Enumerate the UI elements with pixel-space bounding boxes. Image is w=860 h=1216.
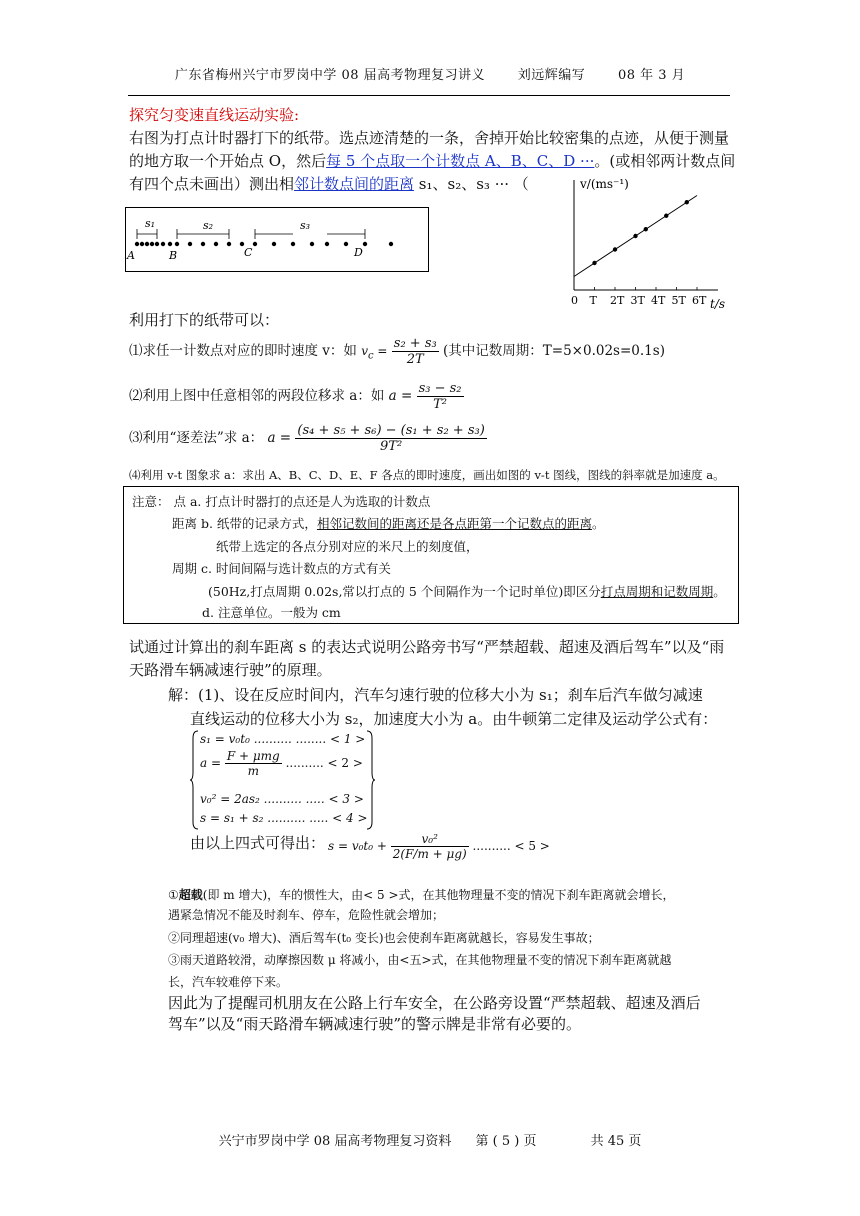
use3-fraction: $\frac{\text{(s₄ + s₅ + s₆) − (s₁ + s₂ + s₃)}}{\text{9T²}}$ <box>297 423 485 454</box>
eq-5: s = v₀t₀ + $\frac{\text{v₀²}}{2(F/m + \mu g)}$ .......... < 5 > <box>328 832 550 861</box>
note-line-4: 周期 c. 时间间隔与选计数点的方式有关 <box>172 561 391 576</box>
vt-tick-label: T <box>589 294 597 307</box>
tape-dot <box>253 242 257 246</box>
tape-dot <box>344 242 348 246</box>
use1-fraction: $\frac{\text{s₂ + s₃}}{2T}$ <box>393 336 437 367</box>
header-date: 08 年 3 月 <box>617 68 686 83</box>
conclusion-line-2: 驾车”以及“雨天路滑车辆减速行驶”的警示牌是非常有必要的。 <box>168 1015 582 1033</box>
eq-3: v₀² = 2as₂ .......... ..... < 3 > <box>200 792 364 806</box>
header-rule <box>128 95 730 96</box>
derive-text: 由以上四式可得出： <box>190 834 326 852</box>
tape-dot <box>201 242 205 246</box>
point-2: ②同理超速(v₀ 增大)、酒后驾车(t₀ 变长)也会使刹车距离就越长，容易发生事故； <box>168 931 600 945</box>
solution-line-1: 解：(1)、设在反应时间内，汽车匀速行驶的位移大小为 s₁；刹车后汽车做匀减速 <box>168 686 703 704</box>
question-line-1: 试通过计算出的刹车距离 s 的表达式说明公路旁书写“严禁超载、超速及酒后驾车”以及“雨 <box>129 638 725 656</box>
intro-line-2: 的地方取一个开始点 O，然后每 5 个点取一个计数点 A、B、C、D ···。(或相邻两计数点间 <box>129 152 736 170</box>
use2-fraction: $\frac{\text{s₃ − s₂}}{\text{T²}}$ <box>418 381 462 412</box>
tape-dot <box>363 242 367 246</box>
use-3: ⑶利用“逐差法”求 a： a = $\frac{\text{(s₄ + s₅ + s₆) − (s₁ + s₂ + s₃)}}{\text{9T²}}$ <box>129 423 485 454</box>
vt-tick-label: 5T <box>671 294 686 307</box>
note-line-5: (50Hz,打点周期 0.02s,常以打点的 5 个间隔作为一个记时单位)即区分打点周期和记数周期。 <box>208 584 726 599</box>
eq-4: s = s₁ + s₂ .......... ..... < 4 > <box>200 811 368 825</box>
intro-line-1: 右图为打点计时器打下的纸带。选点迹清楚的一条，舍掉开始比较密集的点迹，从便于测量 <box>129 129 730 147</box>
use-4: ⑷利用 v-t 图象求 a：求出 A、B、C、D、E、F 各点的即时速度，画出如图的 v-t 图线，图线的斜率就是加速度 a。 <box>129 468 725 482</box>
tape-dot <box>168 242 172 246</box>
point-a-label: A <box>127 249 135 262</box>
note-line-2: 距离 b. 纸带的记录方式，相邻记数间的距离还是各点距第一个记数点的距离。 <box>172 516 605 531</box>
vt-point <box>664 214 668 218</box>
eq-1: s₁ = v₀t₀ .......... ........ < 1 > <box>200 732 366 746</box>
point-3: ③雨天道路较滑，动摩擦因数 μ 将减小，由<五>式，在其他物理量不变的情况下刹车距离就越 <box>168 953 672 967</box>
tape-dot <box>310 242 314 246</box>
vt-graph <box>560 172 730 312</box>
counting-point-link[interactable]: 每 5 个点取一个计数点 A、B、C、D ··· <box>326 152 595 170</box>
tape-dot <box>150 242 154 246</box>
vt-tick-label: 0 <box>571 294 578 307</box>
page-footer <box>0 1130 860 1149</box>
tape-dot <box>214 242 218 246</box>
adjacent-distance-link[interactable]: 邻计数点间的距离 <box>294 175 415 193</box>
tape-dot <box>272 242 276 246</box>
s2-label: s₂ <box>203 219 214 232</box>
vt-tick-label: 3T <box>630 294 645 307</box>
point-3-cont: 长，汽车较难停下来。 <box>168 975 289 989</box>
point-1: ①超载(即 m 增大)，车的惯性大，由< 5 >式，在其他物理量不变的情况下刹车距离就会增长， <box>168 888 675 902</box>
footer-page: 第 ( 5 ) 页 <box>475 1134 537 1149</box>
note-line-3: 纸带上选定的各点分别对应的米尺上的刻度值， <box>216 539 479 554</box>
header-school: 广东省梅州兴宁市罗岗中学 08 届高考物理复习讲义 <box>174 68 486 83</box>
note-line-6: d. 注意单位。一般为 cm <box>202 605 341 620</box>
use-1: ⑴求任一计数点对应的即时速度 v：如 $v_c$ = $\frac{\text{s₂ + s₃}}{2T}$ (其中记数周期：T=5×0.02s=0.1s) <box>129 336 665 367</box>
tape-dot <box>145 242 149 246</box>
vt-point <box>592 261 596 265</box>
tape-dot <box>155 242 159 246</box>
vt-point <box>685 200 689 204</box>
vt-tick-label: 4T <box>651 294 666 307</box>
vt-point <box>613 247 617 251</box>
paper-tape-figure <box>125 207 430 273</box>
left-brace <box>190 730 200 830</box>
footer-left: 兴宁市罗岗中学 08 届高考物理复习资料 <box>218 1134 452 1149</box>
equation-system <box>190 730 375 830</box>
point-d-label: D <box>354 246 363 259</box>
s3-label: s₃ <box>300 219 311 232</box>
s1-label: s₁ <box>145 217 156 230</box>
note-line-1: 注意： 点 a. 打点计时器打的点还是人为选取的计数点 <box>132 494 431 509</box>
tape-dot <box>389 242 393 246</box>
tape-dot <box>175 242 179 246</box>
vt-tick-label: 6T <box>692 294 707 307</box>
vt-point <box>633 234 637 238</box>
conclusion-line-1: 因此为了提醒司机朋友在公路上行车安全，在公路旁设置“严禁超载、超速及酒后 <box>168 994 701 1012</box>
tape-dot <box>291 242 295 246</box>
notes-box <box>123 486 739 624</box>
tape-dot <box>161 242 165 246</box>
question-line-2: 天路滑车辆减速行驶”的原理。 <box>129 661 332 679</box>
tape-dot <box>135 242 139 246</box>
eq-2: a = $\frac{\text{F + μmg}}{m}$ .......... < 2 > <box>200 749 363 778</box>
vt-ylabel: v/(ms⁻¹) <box>580 177 629 191</box>
section-title: 探究匀变速直线运动实验: <box>129 106 300 124</box>
intro-line-3: 有四个点未画出）测出相邻计数点间的距离 s₁、s₂、s₃ ··· （ <box>129 175 529 193</box>
tape-dot <box>325 242 329 246</box>
uses-intro: 利用打下的纸带可以： <box>129 311 280 329</box>
tape-dot <box>140 242 144 246</box>
tape-dot <box>227 242 231 246</box>
use-2: ⑵利用上图中任意相邻的两段位移求 a：如 a = $\frac{\text{s₃ − s₂}}{\text{T²}}$ <box>129 381 462 412</box>
point-c-label: C <box>244 246 253 259</box>
vt-tick-label: 2T <box>610 294 625 307</box>
vt-xlabel: t/s <box>710 297 726 311</box>
header-author: 刘远辉编写 <box>517 68 586 83</box>
footer-total: 共 45 页 <box>590 1134 642 1149</box>
point-1-cont: 遇紧急情况不能及时刹车、停车，危险性就会增加； <box>168 908 445 922</box>
tape-dot <box>188 242 192 246</box>
solution-line-2: 直线运动的位移大小为 s₂，加速度大小为 a。由牛顿第二定律及运动学公式有： <box>190 710 718 728</box>
vt-point <box>644 227 648 231</box>
point-b-label: B <box>169 249 178 262</box>
page-header <box>0 64 860 83</box>
